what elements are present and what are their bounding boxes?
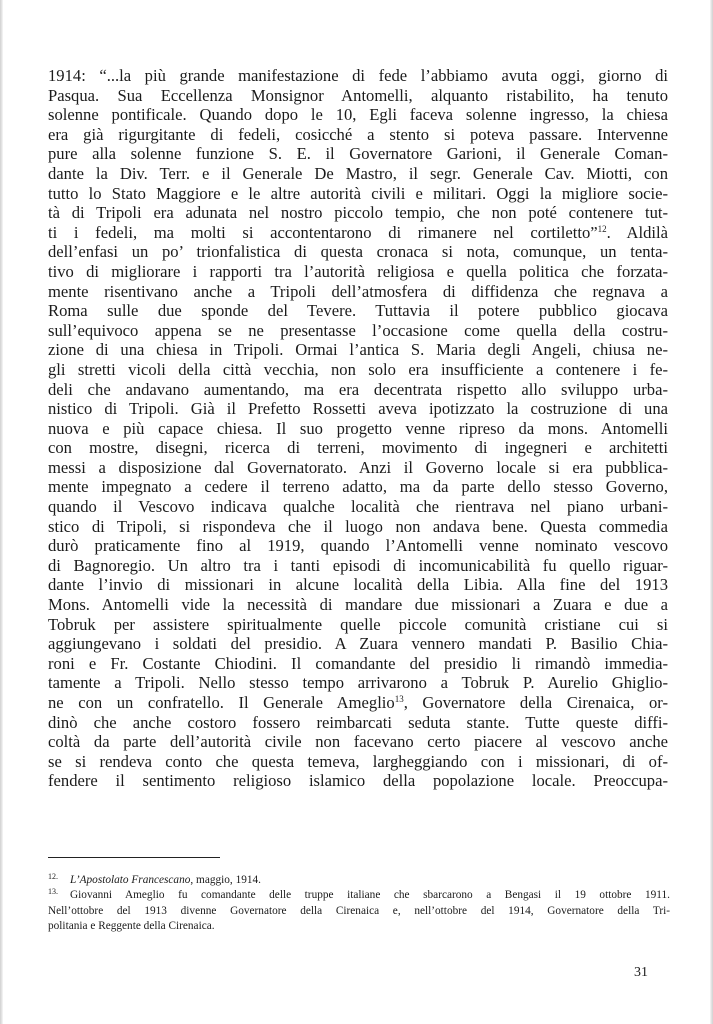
- body-line-text-after: . Aldilà: [606, 222, 669, 242]
- body-line: 1914: “...la più grande manifestazione di fede l’abbiamo avuta oggi, giorno di: [48, 66, 668, 85]
- body-line: dante la Div. Terr. e il Generale De Mastro, il segr. Generale Cav. Miotti, con: [48, 163, 668, 183]
- body-line: era già rigurgitante di fedeli, cosicché a stento si poteva passare. Intervenne: [48, 124, 668, 144]
- footnote-text: Giovanni Ameglio fu comandante delle truppe italiane che sbarcarono a Bengasi il 19 ottobre 1911.: [70, 889, 670, 902]
- body-line: nuova e più capace chiesa. Il suo progetto venne ripreso da mons. Antomelli: [48, 418, 668, 438]
- page-number: 31: [634, 965, 648, 980]
- footnote-source-title: L’Apostolato Francescano: [70, 874, 191, 886]
- body-line: durò praticamente fino al 1919, quando l’Antomelli venne nominato vescovo: [48, 536, 668, 556]
- footnote-ref-12[interactable]: 12: [597, 223, 607, 234]
- body-line: coltà da parte dell’autorità civile non facevano certo piacere al vescovo anche: [48, 732, 668, 752]
- body-line: fendere il sentimento religioso islamico della popolazione locale. Preoccupa-: [48, 771, 668, 791]
- body-line: stico di Tripoli, si rispondeva che il luogo non andava bene. Questa commedia: [48, 516, 668, 536]
- body-line-with-note-12: [48, 223, 668, 243]
- body-line: dante l’invio di missionari in alcune località della Libia. Alla fine del 1913: [48, 575, 668, 595]
- body-line: aggiungevano i soldati del presidio. A Zuara vennero mandati P. Basilio Chia-: [48, 634, 668, 654]
- page-edge-left: [0, 0, 3, 1024]
- body-line: sull’equivoco appena se ne presentasse l’occasione come quella della costru-: [48, 320, 668, 340]
- body-line: deli che andavano aumentando, ma era decentrata rispetto allo sviluppo urba-: [48, 379, 668, 399]
- body-line: Roma sulle due sponde del Tevere. Tuttavia il potere pubblico giocava: [48, 301, 668, 321]
- body-line: se si rendeva conto che questa temeva, largheggiando con i missionari, di of-: [48, 751, 668, 771]
- body-line: mente impegnato a cedere il terreno adatto, ma da parte dello stesso Governo,: [48, 477, 668, 497]
- footnote-13: 13. Giovanni Ameglio fu comandante delle truppe italiane che sbarcarono a Bengasi il 19 ottobre 1911.: [48, 887, 670, 902]
- body-line: con mostre, disegni, ricerca di terreni, movimento di ingegneri e architetti: [48, 438, 668, 458]
- body-line: nistico di Tripoli. Già il Prefetto Rossetti aveva ipotizzato la costruzione di una: [48, 399, 668, 419]
- body-line-text: ne con un confratello. Il Generale Ameglio: [48, 693, 395, 712]
- body-line: tà di Tripoli era adunata nel nostro piccolo tempio, che non poté contenere tut-: [48, 203, 668, 223]
- footnote-separator: [48, 857, 220, 858]
- footnote-13-line-2: Nell’ottobre del 1913 divenne Governatore della Cirenaica e, nell’ottobre del 1914, Governatore della Tri-: [48, 904, 670, 917]
- body-line: quando il Vescovo indicava qualche località che rientrava nel piano urbani-: [48, 497, 668, 517]
- body-line: Pasqua. Sua Eccellenza Monsignor Antomelli, alquanto ristabilito, ha tenuto: [48, 85, 668, 105]
- body-text: [48, 66, 668, 791]
- body-line: messi a disposizione dal Governatorato. Anzi il Governo locale si era pubblica-: [48, 457, 668, 477]
- body-line-with-note-13: [48, 693, 668, 713]
- body-line: tamente a Tripoli. Nello stesso tempo arrivarono a Tobruk P. Aurelio Ghiglio-: [48, 673, 668, 693]
- body-line: dell’enfasi un po’ trionfalistica di questa cronaca si nota, comunque, un tenta-: [48, 242, 668, 262]
- body-line: tivo di migliorare i rapporti tra l’autorità religiosa e quella politica che forzata-: [48, 261, 668, 281]
- body-line: roni e Fr. Costante Chiodini. Il comandante del presidio li rimandò immedia-: [48, 653, 668, 673]
- body-line: mente risentivano anche a Tripoli dell’atmosfera di diffidenza che regnava a: [48, 281, 668, 301]
- body-line: solenne pontificale. Quando dopo le 10, Egli faceva solenne ingresso, la chiesa: [48, 105, 668, 125]
- body-line-text-after: , Governatore della Cirenaica, or-: [403, 693, 668, 712]
- footnote-13-line-3: politania e Reggente della Cirenaica.: [48, 919, 215, 932]
- footnote-12: 12. L’Apostolato Francescano, maggio, 1914.: [48, 872, 261, 886]
- body-line: dinò che anche costoro fossero reimbarcati seduta stante. Tutte queste diffi-: [48, 712, 668, 732]
- body-line-text: ti i fedeli, ma molti si accontentarono di rimanere nel cortiletto”: [48, 222, 598, 242]
- body-line: Tobruk per assistere spiritualmente quelle piccole comunità cristiane cui si: [48, 614, 668, 634]
- body-line: Mons. Antomelli vide la necessità di mandare due missionari a Zuara e due a: [48, 595, 668, 615]
- footnotes: [48, 873, 670, 934]
- body-line: tutto lo Stato Maggiore e le altre autorità civili e militari. Oggi la migliore socie-: [48, 183, 668, 203]
- body-line: pure alla solenne funzione S. E. il Governatore Garioni, il Generale Coman-: [48, 144, 668, 164]
- body-line: zione di una chiesa in Tripoli. Ormai l’antica S. Maria degli Angeli, chiusa ne-: [48, 340, 668, 360]
- body-line: di Bagnoregio. Un altro tra i tanti episodi di incomunicabilità fu quello riguar-: [48, 555, 668, 575]
- body-line: gli stretti vicoli della città vecchia, non solo era insufficiente a contenere i fe-: [48, 359, 668, 379]
- footnote-ref-13[interactable]: 13: [394, 694, 404, 704]
- footnote-text: , maggio, 1914.: [190, 874, 261, 886]
